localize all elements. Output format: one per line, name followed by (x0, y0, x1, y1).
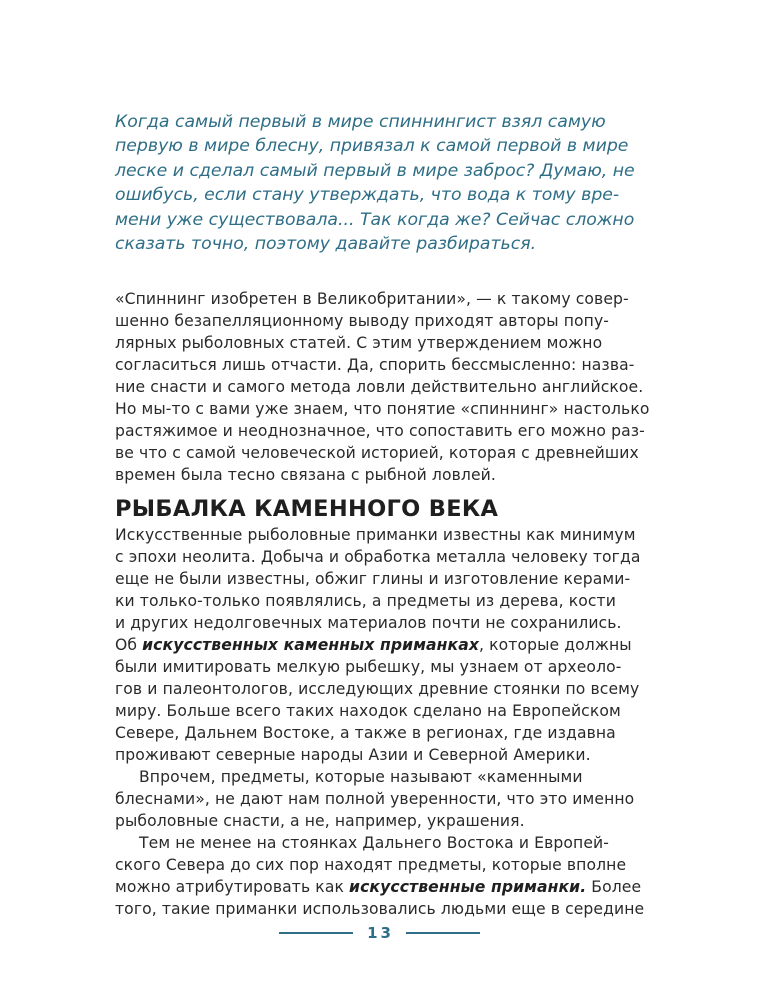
emphasis-text: искусственных каменных приманках (142, 636, 480, 655)
intro-line: ние снасти и самого метода ловли действительно английское. (115, 378, 644, 397)
body-line: с эпохи неолита. Добыча и обработка металла человеку тогда (115, 548, 641, 567)
body-line: рыболовные снасти, а не, например, украшения. (115, 812, 525, 831)
intro-line: шенно безапелляционному выводу приходят авторы попу- (115, 312, 610, 331)
lead-line: Когда самый первый в мире спиннингист взял самую (115, 112, 606, 132)
text-run: Об (115, 636, 143, 655)
body-line: блеснами», не дают нам полной уверенности, что это именно (115, 790, 635, 809)
body-line: еще не были известны, обжиг глины и изготовление керами- (115, 570, 631, 589)
text-run: можно атрибутировать как (115, 878, 350, 897)
lead-paragraph (115, 110, 655, 256)
section-body (115, 524, 655, 920)
body-line (115, 876, 655, 898)
intro-line: согласиться лишь отчасти. Да, спорить бессмысленно: назва- (115, 356, 635, 375)
emphasis-text: искусственные приманки. (349, 878, 587, 897)
body-line: ки только-только появлялись, а предметы из дерева, кости (115, 592, 616, 611)
intro-line: времен была тесно связана с рыбной ловлей. (115, 466, 496, 485)
body-line: того, такие приманки использовались людьми еще в середине (115, 900, 645, 919)
body-line: миру. Больше всего таких находок сделано на Европейском (115, 702, 621, 721)
intro-paragraph (115, 288, 655, 486)
text-run: Более (586, 878, 642, 897)
intro-line: лярных рыболовных статей. С этим утверждением можно (115, 334, 603, 353)
lead-line: мени уже существовала... Так когда же? Сейчас сложно (115, 209, 635, 230)
page-footer (0, 924, 759, 942)
lead-line: сказать точно, поэтому давайте разбираться. (115, 234, 537, 255)
intro-line: «Спиннинг изобретен в Великобритании», — к такому совер- (115, 290, 629, 309)
body-line: проживают северные народы Азии и Северной Америки. (115, 746, 591, 765)
page-content (115, 110, 655, 920)
body-line: Тем не менее на стоянках Дальнего Востока и Европей- (139, 834, 609, 853)
page-number: 13 (367, 924, 394, 942)
body-line: Севере, Дальнем Востоке, а также в регионах, где издавна (115, 724, 616, 743)
body-line (115, 634, 655, 656)
text-run: , которые должны (479, 636, 632, 655)
lead-line: первую в мире блесну, привязал к самой первой в мире (115, 136, 629, 157)
lead-line: леске и сделал самый первый в мире заброс? Думаю, не (115, 160, 635, 181)
intro-line: Но мы-то с вами уже знаем, что понятие «спиннинг» настолько (115, 400, 650, 419)
intro-line: растяжимое и неоднозначное, что сопоставить его можно раз- (115, 422, 645, 441)
body-line: Впрочем, предметы, которые называют «каменными (139, 768, 583, 787)
body-line: и других недолговечных материалов почти не сохранились. (115, 614, 622, 633)
body-line: гов и палеонтологов, исследующих древние стоянки по всему (115, 680, 640, 699)
section-heading: РЫБАЛКА КАМЕННОГО ВЕКА (115, 496, 499, 523)
body-line: были имитировать мелкую рыбешку, мы узнаем от археоло- (115, 658, 622, 677)
footer-rule-left (279, 932, 353, 934)
footer-rule-right (406, 932, 480, 934)
body-line: ского Севера до сих пор находят предметы, которые вполне (115, 856, 627, 875)
lead-line: ошибусь, если стану утверждать, что вода к тому вре- (115, 185, 620, 206)
body-line: Искусственные рыболовные приманки известны как минимум (115, 526, 636, 545)
intro-line: ве что с самой человеческой историей, которая с древнейших (115, 444, 639, 463)
